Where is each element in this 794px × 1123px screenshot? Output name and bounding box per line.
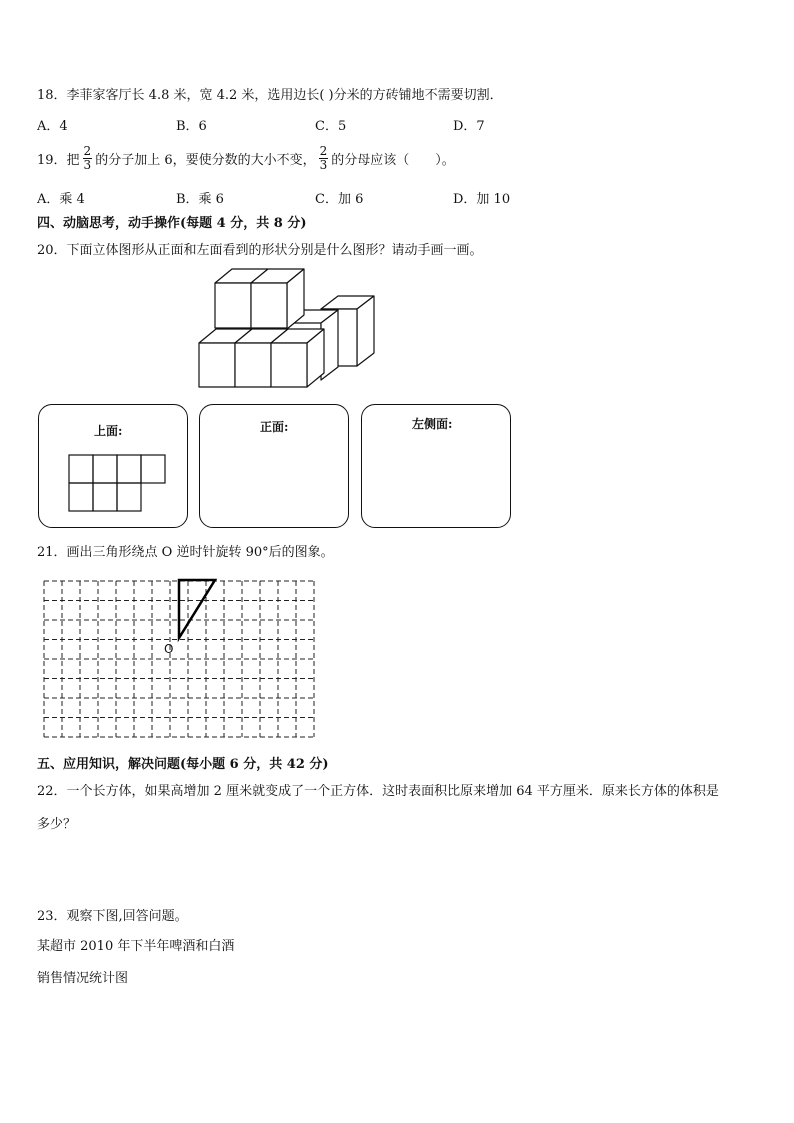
q19-choice-b[interactable]: B．乘 6 [176, 192, 224, 207]
left-view-box[interactable] [361, 404, 511, 528]
q19-fraction-2-numerator: 2 [319, 143, 328, 158]
q19-choice-a[interactable]: A．乘 4 [37, 192, 85, 207]
q19-middle: 的分子加上 6，要使分数的大小不变， [95, 152, 316, 168]
top-view-grid [69, 453, 169, 513]
q21-rotation-grid[interactable] [43, 580, 315, 738]
q18-stem-b: )分米的方砖铺地不需要切割． [328, 88, 503, 103]
q18-stem [37, 84, 503, 103]
top-view-box [38, 404, 188, 528]
q19-fraction-2 [319, 145, 329, 172]
q19-fraction-1-denominator: 3 [83, 157, 92, 172]
q18-stem-a: 18．李菲家客厅长 4.8 米，宽 4.2 米，选用边长( [37, 88, 325, 103]
q21-stem: 21．画出三角形绕点 O 逆时针旋转 90°后的图象。 [37, 545, 334, 560]
section-5-title: 五、应用知识，解决问题(每小题 6 分，共 42 分) [37, 757, 329, 772]
q21-point-o-label: O [164, 642, 174, 656]
q19-fraction-2-denominator: 3 [319, 157, 328, 172]
front-view-label: 正面: [260, 420, 289, 434]
q23-chart-title-line-1: 某超市 2010 年下半年啤酒和白酒 [37, 939, 235, 954]
q19-choice-c[interactable]: C．加 6 [315, 192, 364, 207]
q19-stem [37, 140, 455, 176]
section-4-title: 四、动脑思考，动手操作(每题 4 分，共 8 分) [37, 216, 307, 231]
q18-choice-b[interactable]: B．6 [176, 119, 207, 134]
q20-stem: 20．下面立体图形从正面和左面看到的形状分别是什么图形？请动手画一画。 [37, 243, 483, 258]
q22-stem-line-2: 多少？ [37, 817, 77, 832]
q23-chart-title-line-2: 销售情况统计图 [37, 971, 129, 986]
q23-stem: 23．观察下图,回答问题。 [37, 909, 188, 924]
q21-triangle [179, 580, 215, 638]
left-view-label: 左侧面: [412, 417, 453, 431]
q19-suffix: 的分母应该（ ）。 [331, 152, 455, 168]
top-view-label: 上面: [94, 424, 123, 438]
q19-choice-d[interactable]: D．加 10 [453, 192, 511, 207]
q19-fraction-1-numerator: 2 [83, 143, 92, 158]
front-view-box[interactable] [199, 404, 349, 528]
q18-choice-c[interactable]: C．5 [315, 119, 347, 134]
q19-fraction-1 [83, 145, 93, 172]
q18-choice-a[interactable]: A．4 [37, 119, 68, 134]
q18-choice-d[interactable]: D．7 [453, 119, 485, 134]
q20-cube-figure [195, 265, 380, 390]
q19-prefix: 19．把 [37, 152, 80, 168]
q22-stem-line-1: 22．一个长方体，如果高增加 2 厘米就变成了一个正方体．这时表面积比原来增加 64 平方厘米．原来长方体的体积是 [37, 784, 719, 799]
